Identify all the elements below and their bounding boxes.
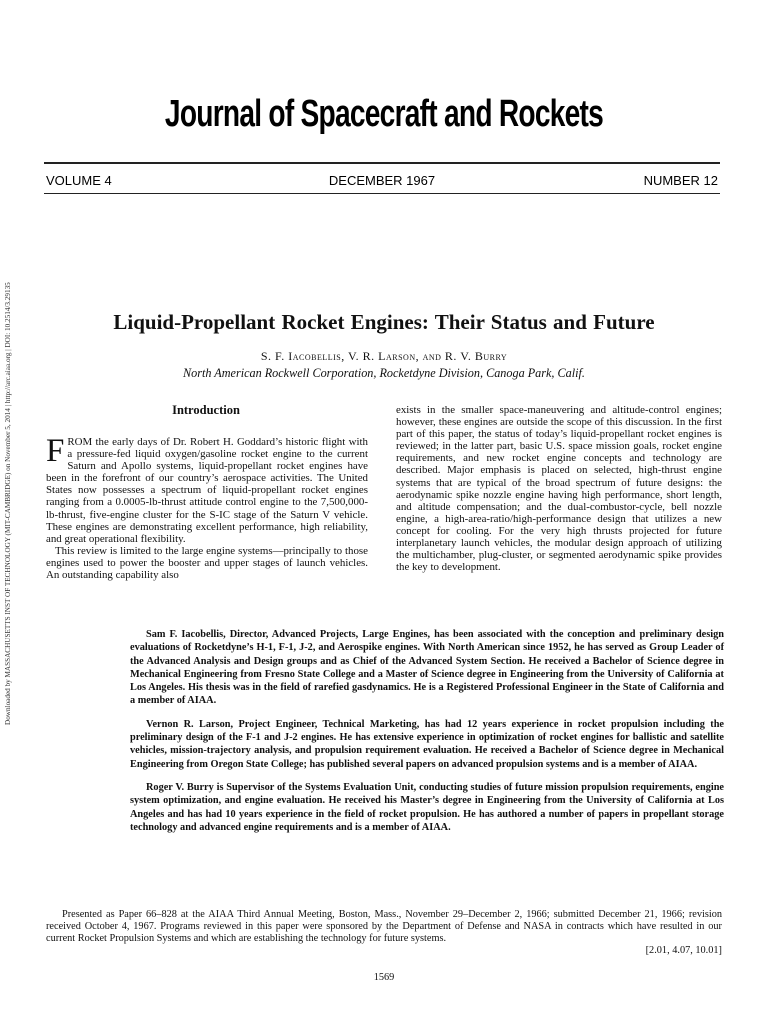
issue-number: NUMBER 12: [643, 173, 718, 188]
intro-paragraph-3: exists in the smaller space-maneuvering and altitude-control engines; however, these engines are outside the scope of this discussion. In the first part of this paper, the status of today’s liquid-propellant rocket engines is reviewed; in the latter part, basic U.S. space mission goals, rocket engine requirements, and new rocket engine concepts and technology are described. Major emphasis is placed on selected, high-thrust engine systems that are typical of the broad spectrum of future designs: the aerodynamic spike nozzle engine having high performance, short length, and altitude compensation; and the dual-combustor-cycle, bell nozzle engine, a high-area-ratio/high-performance design that utilizes a new concept for cooling. For the very high thrusts projected for future interplanetary launch vehicles, the modular design approach of utilizing the multichamber, plug-cluster, or segmented aerodynamic spike provides the key to development.: [396, 404, 722, 574]
download-note: Downloaded by MASSACHUSETTS INST OF TECHNOLOGY (MIT-CAMBRIDGE) on November 5, 2014 | http://arc.aiaa.org | DOI: 10.2514/3.29135: [4, 282, 12, 725]
volume-label: VOLUME 4: [46, 173, 112, 188]
bio-iacobellis: Sam F. Iacobellis, Director, Advanced Projects, Large Engines, has been associated with the conception and preliminary design evaluations of Rocketdyne’s H-1, F-1, J-2, and Aerospike engines. With North American since 1952, he has served as Group Leader of the Advanced Analysis and Design groups and as Chief of the Advanced System Section. He received a Bachelor of Science degree in Mechanical Engineering from Fresno State College and a Master of Science degree in Engineering from the University of California at Los Angeles. His thesis was in the field of rarefied gasdynamics. He is a Registered Professional Engineer in the State of California and a member of AIAA.: [130, 629, 724, 707]
masthead-rule-top: [44, 162, 720, 164]
left-column: [46, 433, 368, 582]
article-title: Liquid-Propellant Rocket Engines: Their Status and Future: [113, 310, 655, 334]
intro-paragraph-1-text: ROM the early days of Dr. Robert H. Goddard’s historic flight with a pressure-fed liquid oxygen/gasoline rocket engine to the current Saturn and Apollo systems, liquid-propellant rocket engines have been in the forefront of our country’s aerospace activities. The United States now possesses a spectrum of liquid-propellant rocket engines ranging from a 0.0005-lb-thrust attitude control engine to the 7,500,000-lb-thrust, five-engine cluster for the S-IC stage of the Saturn V vehicle. These engines are demonstrating excellent performance, high reliability, and great operational flexibility.: [46, 436, 368, 545]
intro-paragraph-1: [46, 433, 368, 545]
drop-cap: F: [46, 433, 65, 469]
bio-burry: Roger V. Burry is Supervisor of the Systems Evaluation Unit, conducting studies of future mission propulsion requirements, engine system optimization, and engine evaluation. He received his Master’s degree in Engineering from the University of California at Los Angeles and has had 10 years experience in the field of rocket propulsion. He has authored a number of papers in propellant storage technology and advanced engine requirements and is a member of AIAA.: [130, 781, 724, 833]
intro-paragraph-2: This review is limited to the large engine systems—principally to those engines used to power the booster and upper stages of launch vehicles. An outstanding capability also: [46, 544, 368, 582]
bio-larson: Vernon R. Larson, Project Engineer, Technical Marketing, has had 12 years experience in rocket propulsion including the preliminary design of the F-1 and J-2 engines. He has extensive experience in optimization of rocket engines for ballistic and satellite vehicles, mission-trajectory analysis, and propulsion requirement evaluation. He received a Bachelor of Science degree in Mechanical Engineering from Oregon State College; has published several papers on advanced propulsion systems and is a member of AIAA.: [130, 718, 724, 770]
footnote-text: Presented as Paper 66–828 at the AIAA Third Annual Meeting, Boston, Mass., November 29–December 2, 1966; submitted December 21, 1966; revision received October 4, 1967. Programs reviewed in this paper were sponsored by the Department of Defense and NASA in contracts which have resulted in our current Rocket Propulsion Systems and which are establishing the technology for future systems.: [46, 909, 722, 944]
section-heading-introduction: Introduction: [172, 403, 240, 417]
issue-row: [46, 172, 718, 190]
article-authors: S. F. Iacobellis, V. R. Larson, and R. V. Burry: [260, 349, 508, 363]
right-column: [396, 404, 722, 573]
article-affiliation: North American Rockwell Corporation, Rocketdyne Division, Canoga Park, Calif.: [183, 366, 585, 380]
author-bios: [130, 628, 724, 844]
issue-date: DECEMBER 1967: [328, 173, 436, 188]
masthead-rule-bottom: [44, 193, 720, 194]
footnote: [46, 909, 722, 945]
footnote-refs: [2.01, 4.07, 10.01]: [645, 945, 722, 956]
journal-masthead: Journal of Spacecraft and Rockets: [164, 93, 604, 135]
page-number: 1569: [373, 972, 395, 983]
